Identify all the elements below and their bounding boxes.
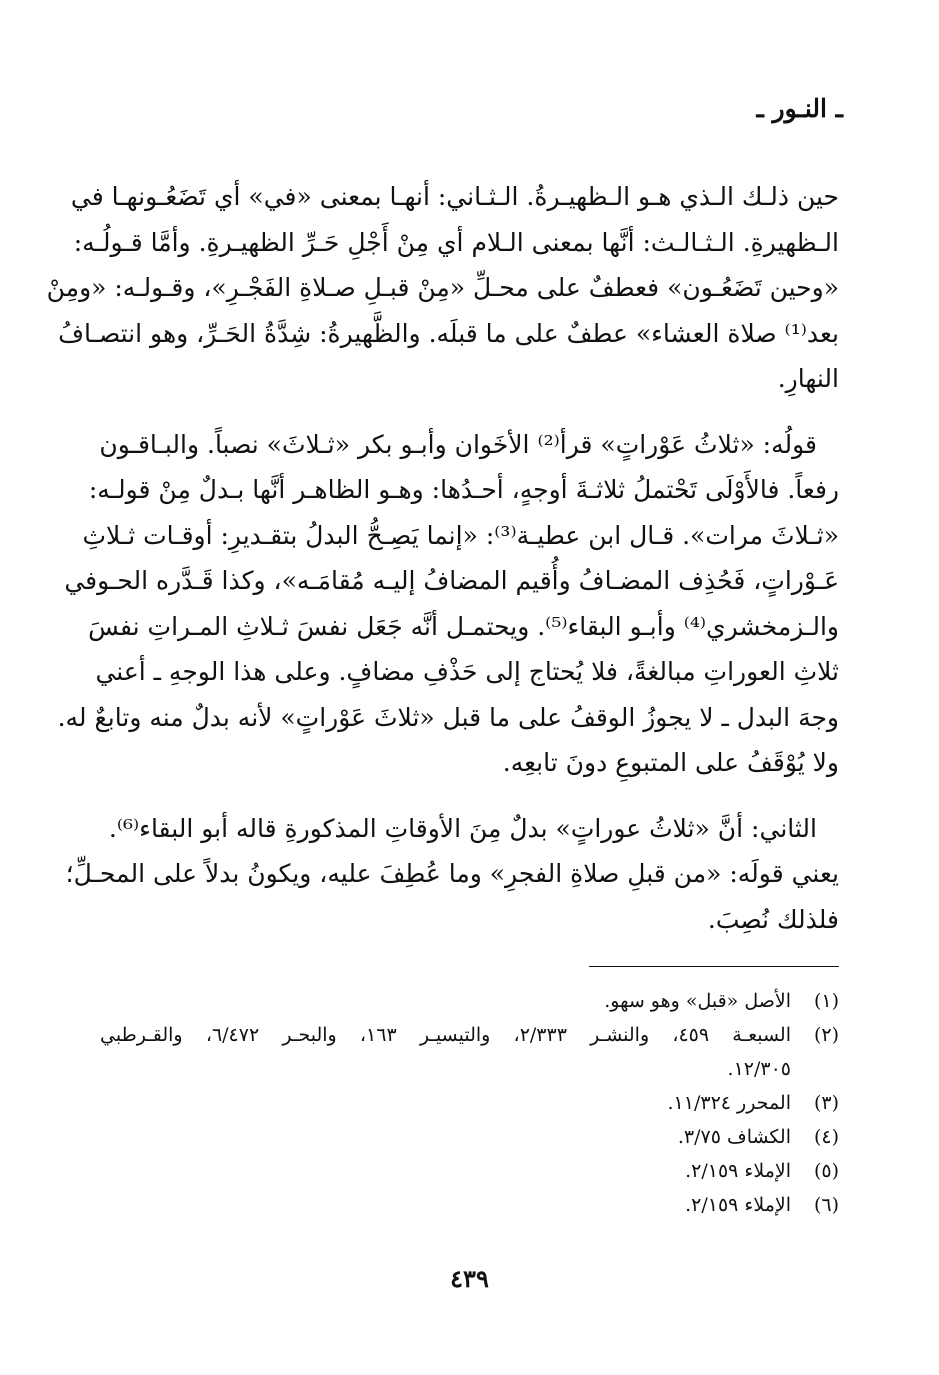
footnote — [100, 1018, 839, 1086]
text-line: عَـوْراتٍ، فَحُذِف المضـافُ وأُقيم المضافُ إليـه مُقامَـه»، وكذا قَـدَّره الحـوفي — [64, 566, 839, 595]
text-line: فلذلك نُصِبَ. — [707, 904, 839, 934]
footnote-text: الإملاء ٢/١٥٩. — [685, 1160, 791, 1182]
footnote-number: (٣) — [813, 1092, 839, 1114]
footnote — [100, 984, 839, 1018]
footnote — [100, 1188, 839, 1222]
footnote-number: (٦) — [813, 1194, 839, 1216]
text-line: حين ذلـك الـذي هـو الـظهيـرةُ. الـثـاني: أنهـا بمعنى «في» أي تَضَعُـونهـا في — [70, 182, 839, 211]
footnote-text: ١٢/٣٠٥. — [727, 1058, 791, 1080]
text-line: «وحين تَضَعُـون» فعطفٌ على محـلِّ «مِنْ قبـلِ صـلاةِ الفَجْـرِ»، وقـولـه: «ومِنْ — [46, 273, 839, 302]
text-line: يعني قولَه: «من قبلِ صلاةِ الفجرِ» وما عُطِفَ عليه، ويكونُ بدلاً على المحـلِّ؛ — [65, 859, 839, 888]
footnote-text: الإملاء ٢/١٥٩. — [685, 1194, 791, 1216]
text-line: النهارِ. — [777, 364, 839, 393]
text-line: ولا يُوْقَفُ على المتبوعِ دونَ تابعِه. — [502, 748, 839, 777]
footnote-text: الكشاف ٣/٧٥. — [677, 1126, 791, 1148]
running-header: ـ النـور ـ — [756, 94, 843, 123]
paragraph-1 — [46, 174, 839, 402]
footnote-text: المحرر ١١/٣٢٤. — [667, 1092, 791, 1114]
text-line: ثلاثِ العوراتِ مبالغةً، فلا يُحتاج إلى حَذْفِ مضافٍ. وعلى هذا الوجهِ ـ أعني — [95, 657, 839, 686]
footnote-number: (٢) — [813, 1024, 839, 1046]
footnote — [100, 1120, 839, 1154]
footnote-number: (١) — [813, 990, 839, 1012]
footnote-number: (٤) — [813, 1126, 839, 1148]
footnote — [100, 1086, 839, 1120]
main-text — [46, 174, 839, 962]
page-number: ٤٣٩ — [450, 1264, 489, 1293]
paragraph-2 — [57, 422, 839, 786]
text-line: «ثـلاثَ مرات». قـال ابن عطيـة⁽³⁾: «إنما يَصِـحُّ البدلُ بتقـديرِ: أوقـات ثـلاثِ — [82, 520, 839, 550]
text-line: والـزمخشري⁽⁴⁾ وأبـو البقاء⁽⁵⁾. ويحتمـل أنَّه جَعَل نفسَ ثـلاثِ المـراتِ نفسَ — [88, 611, 839, 641]
text-line: بعد⁽¹⁾ صلاة العشاء» عطفٌ على ما قبلَه. والظَّهيرةُ: شِدَّةُ الحَـرِّ، وهو انتصـافُ — [58, 318, 839, 348]
footnote-divider — [589, 966, 839, 967]
footnote-text: السبعـة ٤٥٩، والنشـر ٢/٣٣٣، والتيسيـر ١٦٣، والبحـر ٦/٤٧٢، والقـرطبي — [100, 1024, 791, 1046]
text-line: رفعاً. فالأَوْلَى تَحْتملُ ثلاثـةَ أوجهٍ، أحـدُها: وهـو الظاهـر أنَّها بـدلٌ مِنْ قولـه: — [88, 475, 839, 504]
text-line: قولُه: «ثلاثُ عَوْراتٍ» قرأ⁽²⁾ الأخَوان وأبـو بكر «ثـلاثَ» نصباً. والبـاقـون — [99, 429, 817, 459]
footnotes — [100, 984, 839, 1222]
paragraph-3 — [65, 806, 839, 943]
text-line: الـظهيرةِ. الـثـالـث: أنَّها بمعنى الـلام أي مِنْ أَجْلِ حَـرِّ الظهيـرةِ. وأمَّا قـولُـه: — [73, 227, 839, 257]
footnote — [100, 1154, 839, 1188]
footnote-number: (٥) — [813, 1160, 839, 1182]
text-line: وجهَ البدل ـ لا يجوزُ الوقفُ على ما قبل «ثلاثَ عَوْراتٍ» لأنه بدلٌ منه وتابعٌ له. — [57, 702, 839, 732]
footnote-text: الأصل «قبل» وهو سهو. — [604, 990, 791, 1012]
text-line: الثاني: أنَّ «ثلاثُ عوراتٍ» بدلٌ مِنَ الأوقاتِ المذكورةِ قاله أبو البقاء⁽⁶⁾. — [108, 813, 817, 843]
